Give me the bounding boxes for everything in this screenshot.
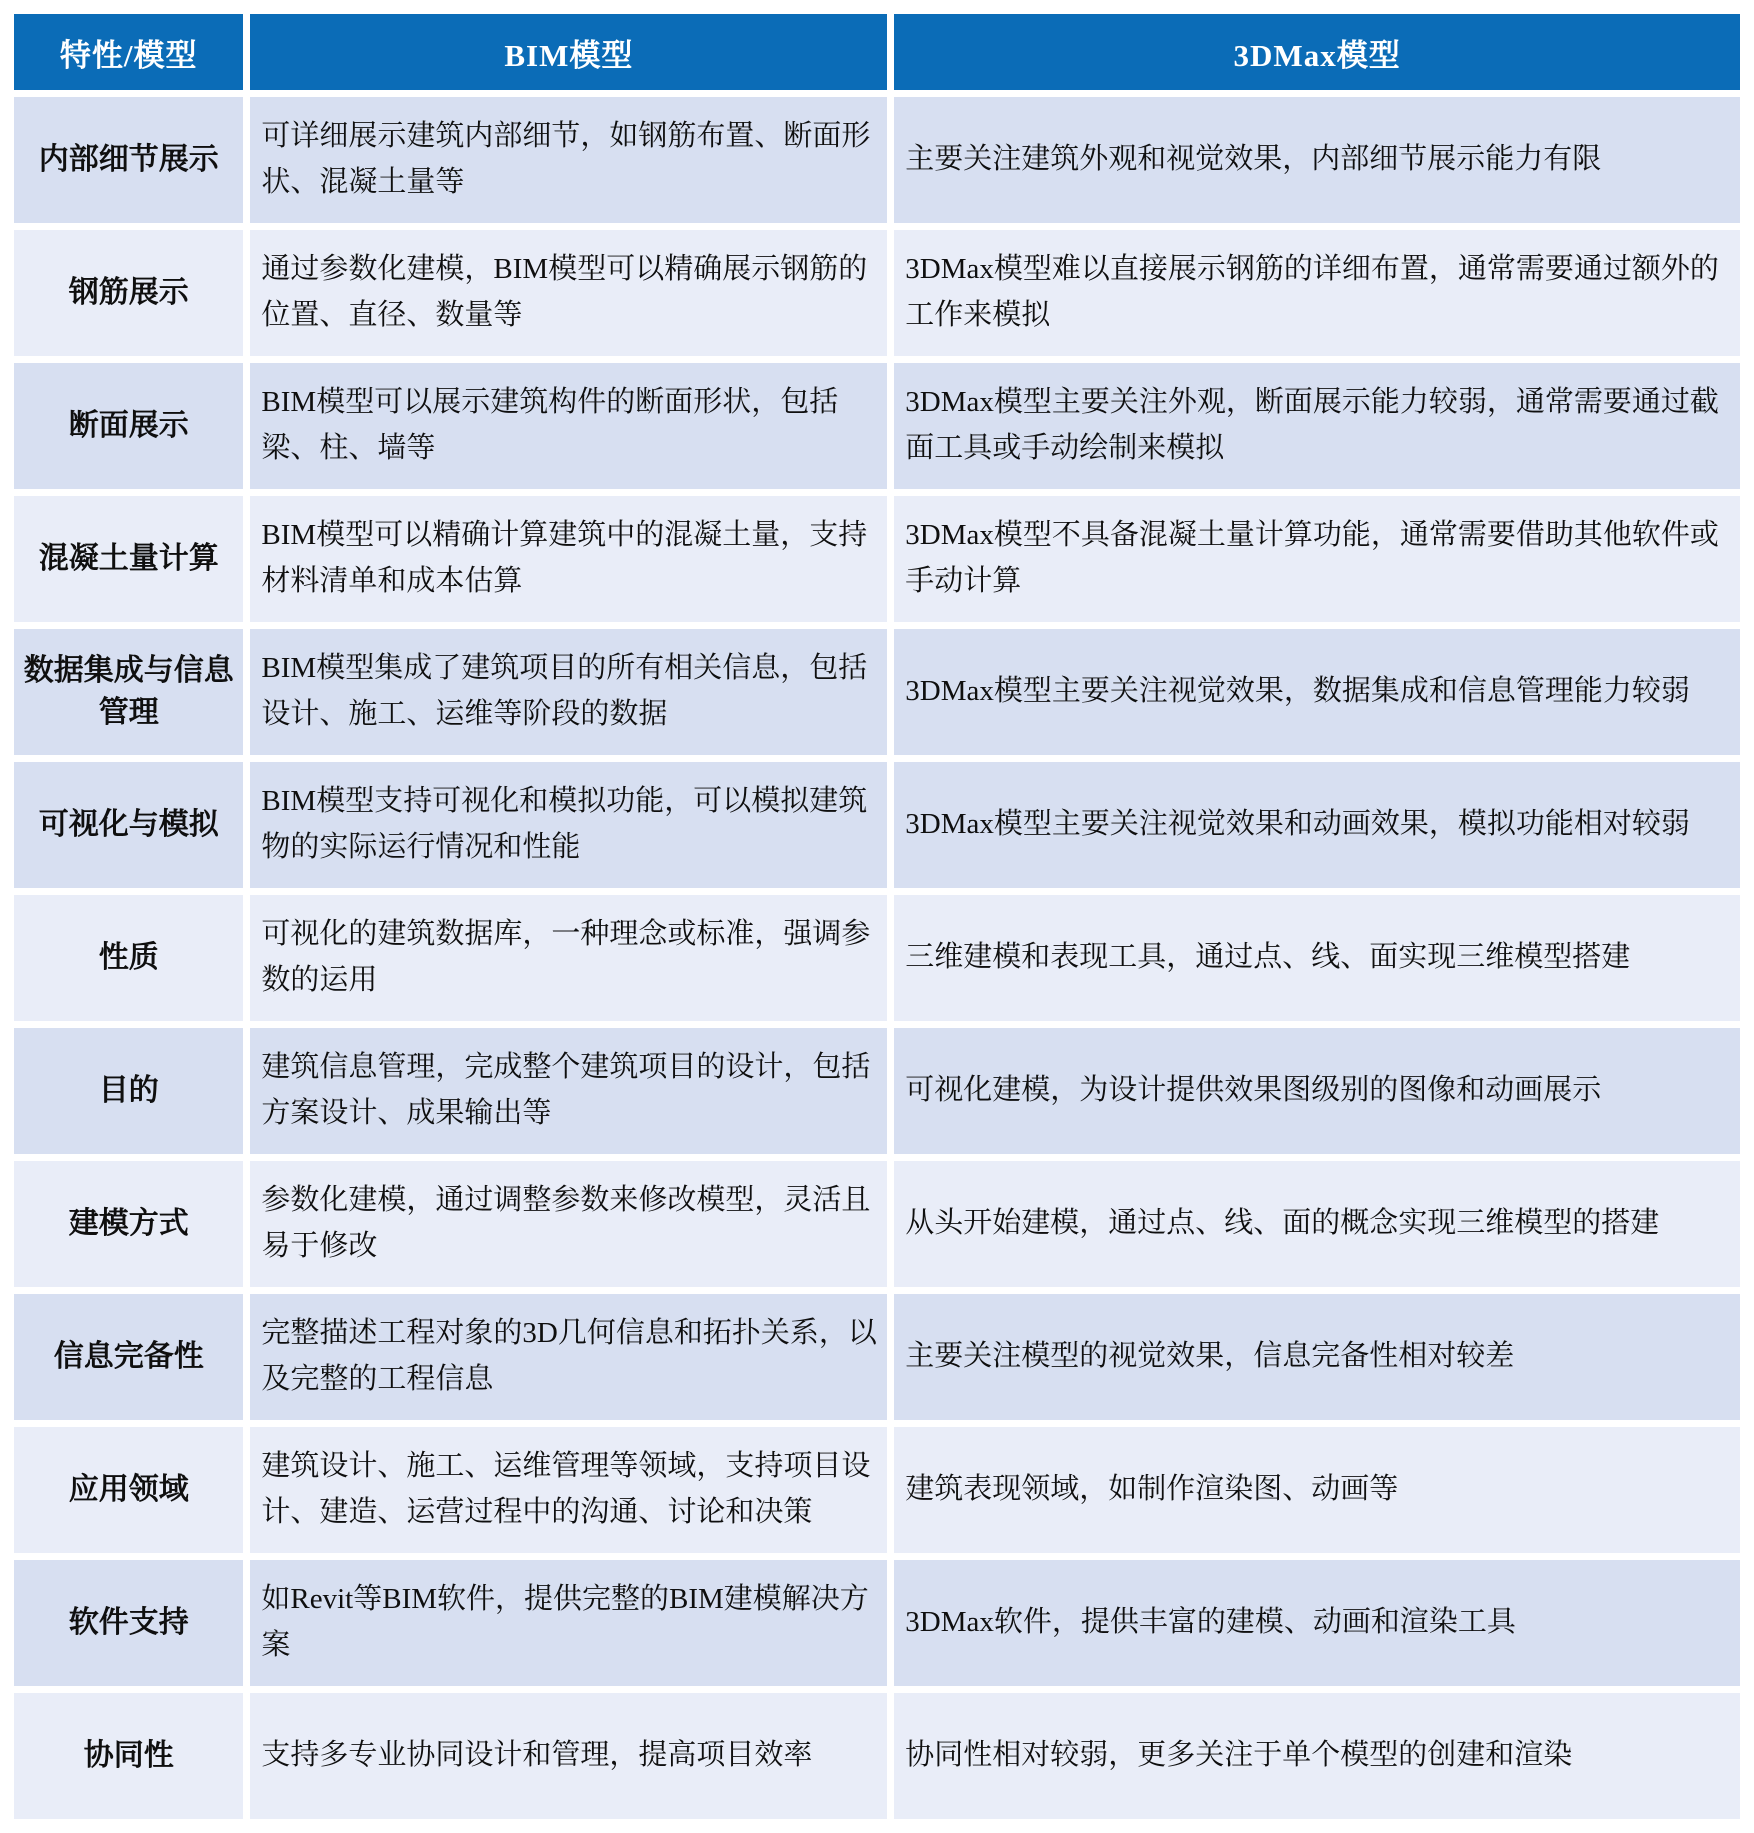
3dmax-cell: 可视化建模，为设计提供效果图级别的图像和动画展示: [894, 1028, 1740, 1154]
feature-cell: 协同性: [14, 1693, 243, 1819]
feature-cell: 可视化与模拟: [14, 762, 243, 888]
bim-cell: BIM模型集成了建筑项目的所有相关信息，包括设计、施工、运维等阶段的数据: [250, 629, 887, 755]
header-row: [14, 14, 1740, 90]
table-row: [14, 1693, 1740, 1819]
column-header-bim: BIM模型: [250, 14, 887, 90]
table-row: [14, 1294, 1740, 1420]
3dmax-cell: 3DMax模型主要关注视觉效果和动画效果，模拟功能相对较弱: [894, 762, 1740, 888]
bim-cell: 支持多专业协同设计和管理，提高项目效率: [250, 1693, 887, 1819]
bim-cell: BIM模型支持可视化和模拟功能，可以模拟建筑物的实际运行情况和性能: [250, 762, 887, 888]
bim-cell: 可视化的建筑数据库，一种理念或标准，强调参数的运用: [250, 895, 887, 1021]
table-row: [14, 762, 1740, 888]
table-row: [14, 1427, 1740, 1553]
bim-cell: 通过参数化建模，BIM模型可以精确展示钢筋的位置、直径、数量等: [250, 230, 887, 356]
3dmax-cell: 建筑表现领域，如制作渲染图、动画等: [894, 1427, 1740, 1553]
3dmax-cell: 3DMax模型不具备混凝土量计算功能，通常需要借助其他软件或手动计算: [894, 496, 1740, 622]
table-row: [14, 363, 1740, 489]
bim-cell: 参数化建模，通过调整参数来修改模型，灵活且易于修改: [250, 1161, 887, 1287]
feature-cell: 信息完备性: [14, 1294, 243, 1420]
bim-cell: 可详细展示建筑内部细节，如钢筋布置、断面形状、混凝土量等: [250, 97, 887, 223]
3dmax-cell: 协同性相对较弱，更多关注于单个模型的创建和渲染: [894, 1693, 1740, 1819]
table-row: [14, 629, 1740, 755]
table-row: [14, 496, 1740, 622]
feature-cell: 性质: [14, 895, 243, 1021]
column-header-3dmax: 3DMax模型: [894, 14, 1740, 90]
feature-cell: 目的: [14, 1028, 243, 1154]
feature-cell: 内部细节展示: [14, 97, 243, 223]
column-header-feature: 特性/模型: [14, 14, 243, 90]
table-row: [14, 1161, 1740, 1287]
3dmax-cell: 三维建模和表现工具，通过点、线、面实现三维模型搭建: [894, 895, 1740, 1021]
table-row: [14, 1560, 1740, 1686]
bim-cell: 如Revit等BIM软件，提供完整的BIM建模解决方案: [250, 1560, 887, 1686]
feature-cell: 断面展示: [14, 363, 243, 489]
bim-cell: BIM模型可以展示建筑构件的断面形状，包括梁、柱、墙等: [250, 363, 887, 489]
feature-cell: 混凝土量计算: [14, 496, 243, 622]
feature-cell: 软件支持: [14, 1560, 243, 1686]
table-row: [14, 230, 1740, 356]
table-row: [14, 97, 1740, 223]
3dmax-cell: 3DMax模型主要关注视觉效果，数据集成和信息管理能力较弱: [894, 629, 1740, 755]
bim-cell: 建筑信息管理，完成整个建筑项目的设计，包括方案设计、成果输出等: [250, 1028, 887, 1154]
bim-cell: BIM模型可以精确计算建筑中的混凝土量，支持材料清单和成本估算: [250, 496, 887, 622]
3dmax-cell: 3DMax软件，提供丰富的建模、动画和渲染工具: [894, 1560, 1740, 1686]
3dmax-cell: 从头开始建模，通过点、线、面的概念实现三维模型的搭建: [894, 1161, 1740, 1287]
comparison-table: [7, 7, 1747, 1826]
feature-cell: 钢筋展示: [14, 230, 243, 356]
feature-cell: 建模方式: [14, 1161, 243, 1287]
3dmax-cell: 主要关注建筑外观和视觉效果，内部细节展示能力有限: [894, 97, 1740, 223]
feature-cell: 应用领域: [14, 1427, 243, 1553]
3dmax-cell: 主要关注模型的视觉效果，信息完备性相对较差: [894, 1294, 1740, 1420]
table-row: [14, 895, 1740, 1021]
bim-cell: 建筑设计、施工、运维管理等领域，支持项目设计、建造、运营过程中的沟通、讨论和决策: [250, 1427, 887, 1553]
feature-cell: 数据集成与信息管理: [14, 629, 243, 755]
3dmax-cell: 3DMax模型主要关注外观，断面展示能力较弱，通常需要通过截面工具或手动绘制来模拟: [894, 363, 1740, 489]
table-row: [14, 1028, 1740, 1154]
3dmax-cell: 3DMax模型难以直接展示钢筋的详细布置，通常需要通过额外的工作来模拟: [894, 230, 1740, 356]
table-body: [14, 97, 1740, 1819]
bim-cell: 完整描述工程对象的3D几何信息和拓扑关系，以及完整的工程信息: [250, 1294, 887, 1420]
